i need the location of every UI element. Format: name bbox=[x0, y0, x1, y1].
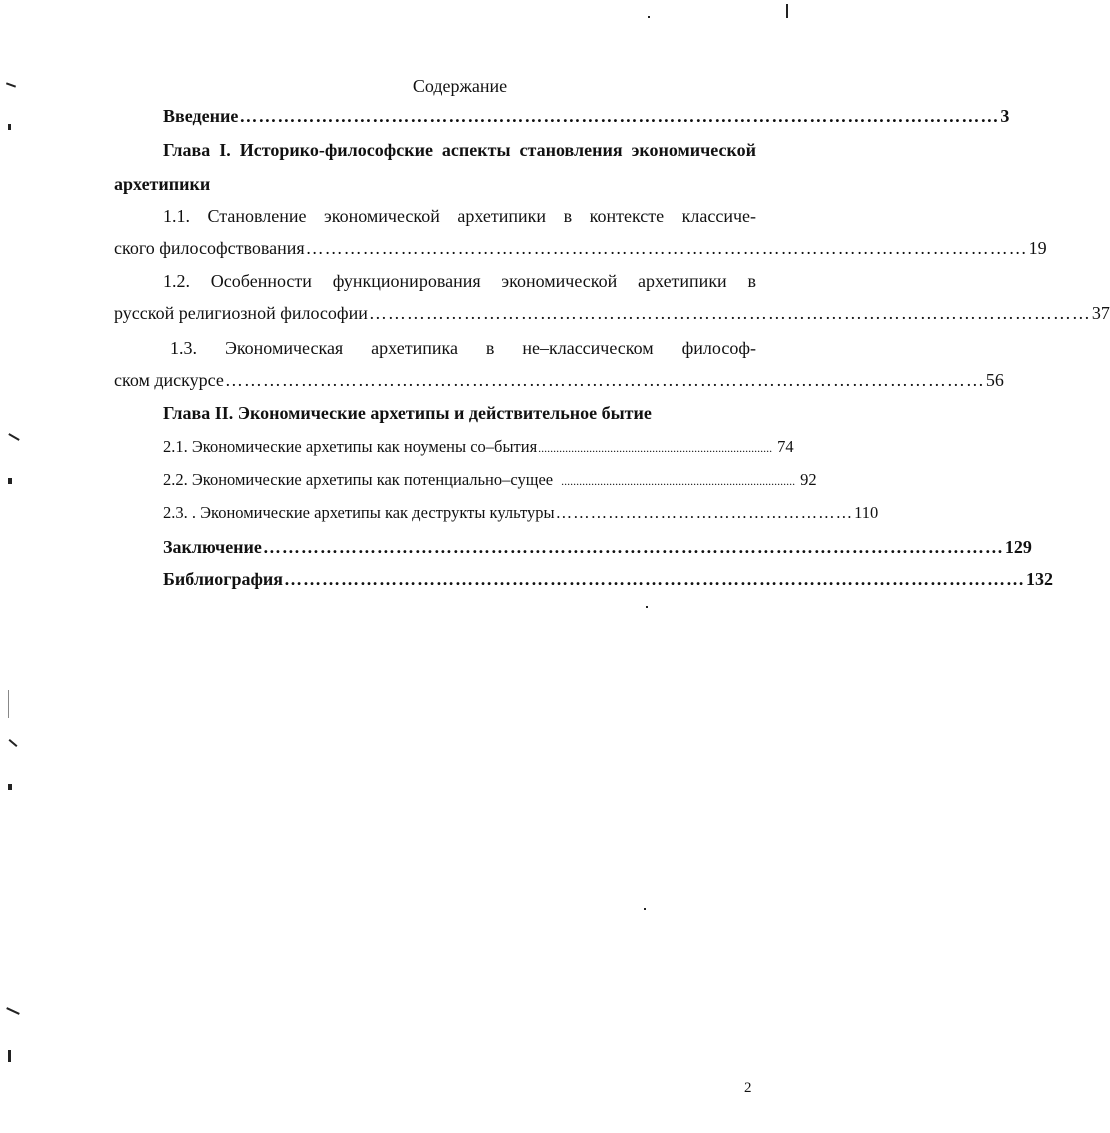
toc-entry-label: Библиография bbox=[163, 569, 284, 589]
dot-leader: .............................................................................. bbox=[561, 474, 796, 488]
dot-leader: …………………………………………… bbox=[555, 503, 854, 522]
dot-leader: ……………………………………………………………………………………………………… bbox=[262, 537, 1004, 557]
scan-artifact bbox=[9, 739, 18, 747]
dot-leader: …………………………………………………………………………………………………… bbox=[368, 303, 1091, 323]
page-number: 2 bbox=[744, 1080, 752, 1096]
toc-entry-page: 56 bbox=[985, 370, 1004, 390]
dot-leader: ……………………………………………………………………………………………………… bbox=[284, 569, 1026, 589]
toc-entry-page: 3 bbox=[1000, 106, 1010, 126]
toc-section-1-3-line2 bbox=[114, 370, 1004, 391]
toc-entry-label: 2.3. . Экономические архетипы как деструкты культуры bbox=[163, 503, 555, 522]
toc-section-2-1 bbox=[163, 437, 794, 457]
toc-entry-page: 129 bbox=[1004, 537, 1032, 557]
toc-section-1-1-line1: 1.1. Становление экономической архетипики в контексте классиче- bbox=[163, 206, 756, 226]
toc-entry-bibliography bbox=[163, 569, 1054, 590]
scan-artifact bbox=[6, 1007, 20, 1015]
toc-entry-page: 110 bbox=[854, 503, 879, 522]
scan-artifact bbox=[646, 606, 648, 608]
toc-entry-page: 132 bbox=[1026, 569, 1054, 589]
toc-entry-label: ского философствования bbox=[114, 238, 305, 258]
scan-artifact bbox=[8, 690, 9, 718]
dot-leader: ………………………………………………………………………………………………………… bbox=[224, 370, 985, 390]
toc-entry-label: ском дискурсе bbox=[114, 370, 224, 390]
toc-section-1-3-line1: 1.3. Экономическая архетипика в не–классическом философ- bbox=[170, 338, 756, 358]
toc-entry-page: 37 bbox=[1091, 303, 1110, 323]
toc-chapter-1-line1: Глава I. Историко-философские аспекты становления экономической bbox=[163, 140, 756, 160]
toc-entry-label: русской религиозной философии bbox=[114, 303, 368, 323]
scan-artifact bbox=[8, 784, 12, 790]
scan-artifact bbox=[8, 124, 11, 130]
scan-artifact bbox=[8, 433, 19, 441]
scan-artifact bbox=[8, 478, 12, 484]
toc-entry-label: 2.1. Экономические архетипы как ноумены со–бытия bbox=[163, 437, 538, 456]
toc-entry-conclusion bbox=[163, 537, 1032, 558]
toc-chapter-2: Глава II. Экономические архетипы и действительное бытие bbox=[163, 403, 652, 423]
toc-entry-page: 19 bbox=[1028, 238, 1047, 258]
toc-entry-label: Введение bbox=[163, 106, 239, 126]
toc-section-1-1-line2 bbox=[114, 238, 1047, 259]
scan-artifact bbox=[648, 16, 650, 18]
toc-section-2-3 bbox=[163, 503, 879, 523]
toc-entry-page: 92 bbox=[800, 470, 817, 489]
toc-chapter-1-line2: архетипики bbox=[114, 174, 211, 194]
toc-section-1-2-line2 bbox=[114, 303, 1110, 324]
toc-section-2-2 bbox=[163, 470, 817, 490]
toc-entry-page: 74 bbox=[777, 437, 794, 456]
toc-section-1-2-line1: 1.2. Особенности функционирования экономической архетипики в bbox=[163, 271, 756, 291]
dot-leader: ………………………………………………………………………………………………………… bbox=[239, 106, 1000, 126]
dot-leader: .............................................................................. bbox=[538, 441, 773, 455]
toc-entry-label: 2.2. Экономические архетипы как потенциально–сущее bbox=[163, 470, 554, 489]
dot-leader: …………………………………………………………………………………………………… bbox=[305, 238, 1028, 258]
scan-artifact bbox=[644, 908, 646, 910]
scan-artifact bbox=[786, 4, 788, 18]
toc-title: Содержание bbox=[412, 76, 508, 96]
toc-entry-intro bbox=[163, 106, 1010, 127]
scan-artifact bbox=[8, 1050, 11, 1062]
toc-entry-label: Заключение bbox=[163, 537, 262, 557]
